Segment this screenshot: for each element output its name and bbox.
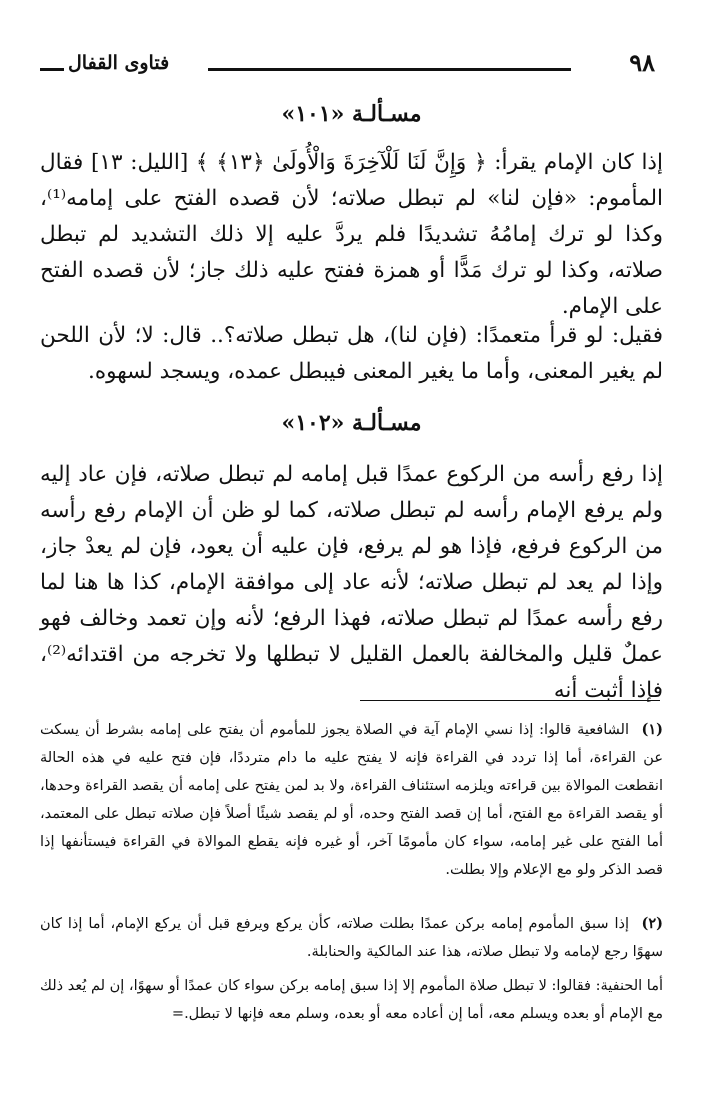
issue-102-heading: مسـألـة «١٠٢» xyxy=(281,410,422,436)
footnote-2-number: (٢) xyxy=(641,915,663,932)
footnote-2-continued-text: أما الحنفية: فقالوا: لا تبطل صلاة المأموم إلا إذا سبق إمامه بركن سواء كان عمدًا أو سهوًا، إن لم يُعد ذلك مع الإمام أو بعده ويسلم معه، أما إن أعاده معه أو بعده، وسلم معه فإنها لا تبطل.= xyxy=(40,978,663,1022)
issue-101-heading: مسـألـة «١٠١» xyxy=(281,101,422,127)
footnote-2-text: إذا سبق المأموم إمامه بركن عمدًا بطلت صلاته، كأن يركع ويرفع قبل أن يركع الإمام، أما إذا كان سهوًا رجع لإمامه ولا تبطل صلاته، هذا عند المالكية والحنابلة. xyxy=(40,916,663,960)
footnote-1 xyxy=(40,716,663,884)
issue-101-followup xyxy=(40,318,663,390)
footnote-2 xyxy=(40,910,663,966)
issue-101-paragraph-1: إذا كان الإمام يقرأ: ﴿ وَإِنَّ لَنَا لَلْآخِرَةَ وَالْأُولَىٰ ﴿١٣﴾ ﴾ [الليل: ١٣] فقال المأموم: «فإن لنا» لم تبطل صلاته؛ لأن قصده الفتح على إمامه⁽¹⁾، وكذا لو ترك إمامُهُ تشديدًا فلم يردَّ عليه إلا ذلك التشديد لم تبطل صلاته، وكذا لو ترك مَدًّا أو همزة ففتح عليه ذلك جاز؛ لأن قصده الفتح على الإمام. xyxy=(40,150,663,319)
footnote-separator xyxy=(360,700,660,701)
header-rule xyxy=(208,68,571,71)
issue-101-body xyxy=(40,145,663,325)
issue-102-body xyxy=(40,457,663,709)
footnote-1-text: الشافعية قالوا: إذا نسي الإمام آية في الصلاة يجوز للمأموم أن يفتح على إمامه بشرط أن يسكت عن القراءة، أما إذا تردد في القراءة فإنه لا يفتح عليه ما دام مترددًا، فإن فتح عليه في هذه الحالة انقطعت الموالاة بين قراءته ويلزمه استئناف القراءة، ولا بد لمن يفتح على إمامه أن يقصد القراءة وحدها، أو يقصد القراءة مع الفتح، أما إن قصد الفتح وحده، أو لم يقصد شيئًا أصلاً فإن صلاته تبطل على المعتمد، أما الفتح على غير إمامه، سواء كان مأمومًا آخر، أو غيره فإنه يقطع الموالاة في القراءة فيستأنفها إذا قصد الذكر ولو مع الإعلام وإلا بطلت. xyxy=(40,722,663,878)
running-header xyxy=(40,50,663,80)
footnote-2-continued xyxy=(40,972,663,1028)
footnote-1-number: (١) xyxy=(641,721,663,738)
issue-101-paragraph-2: فقيل: لو قرأ متعمدًا: (فإن لنا)، هل تبطل صلاته؟.. قال: لا؛ لأن اللحن لم يغير المعنى، وأما ما يغير المعنى فيبطل عمده، ويسجد لسهوه. xyxy=(40,323,663,384)
issue-102-paragraph-1: إذا رفع رأسه من الركوع عمدًا قبل إمامه لم تبطل صلاته، فإن عاد إليه ولم يرفع الإمام رأسه لم تبطل صلاته، كما لو ظن أن الإمام رفع رأسه من الركوع فرفع، فإذا هو لم يرفع، فإن عليه أن يعود، فإن لم يعدْ جاز، وإذا لم يعد لم تبطل صلاته؛ لأنه عاد إلى موافقة الإمام، كذا ها هنا لما رفع رأسه عمدًا لم تبطل صلاته، فهذا الرفع؛ لأنه وإن تعمد وخالف فهو عملٌ قليل والمخالفة بالعمل القليل لا تبطلها ولا تخرجه من اقتدائه⁽²⁾، فإذا أثبت أنه xyxy=(40,462,663,703)
book-title: فتاوى القفال xyxy=(68,52,170,74)
header-dash xyxy=(40,68,64,71)
page-number: ٩٨ xyxy=(629,48,655,77)
